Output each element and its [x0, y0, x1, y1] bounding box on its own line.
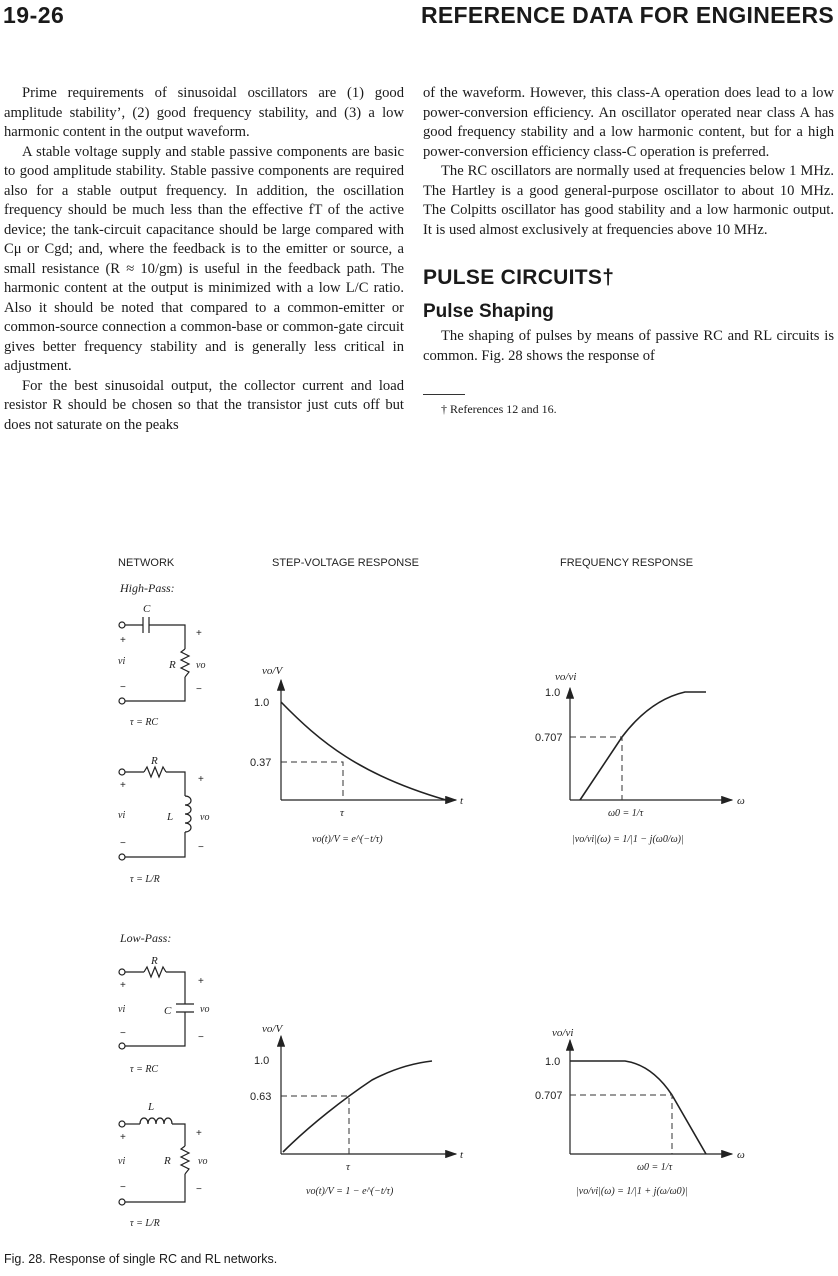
lowpass-rc-network: [119, 967, 194, 1049]
lowpass-step-plot: [250, 1023, 464, 1197]
header-frequency-response: FREQUENCY RESPONSE: [560, 557, 694, 569]
polarity-plus: +: [120, 635, 126, 646]
polarity-minus: −: [120, 838, 126, 849]
component-label: L: [148, 1101, 155, 1113]
component-label: R: [151, 755, 158, 767]
lowpass-rl-network: [119, 1118, 189, 1205]
resistor-symbol: [181, 649, 189, 677]
highpass-rc-wires: [125, 617, 185, 701]
y-tick: 1.0: [254, 1055, 270, 1067]
polarity-minus: −: [120, 1028, 126, 1039]
y-tick: 0.707: [535, 1090, 563, 1102]
terminal: [119, 1121, 125, 1127]
output-label: vo: [196, 660, 206, 671]
y-tick: 1.0: [254, 697, 270, 709]
highpass-label: High-Pass:: [120, 581, 175, 595]
terminal: [119, 769, 125, 775]
page-number: 19-26: [3, 2, 65, 28]
polarity-minus: −: [196, 1184, 202, 1195]
plot-formula: vo(t)/V = 1 − e^(−t/τ): [306, 1186, 394, 1197]
x-tick: τ: [346, 1161, 350, 1173]
polarity-plus: +: [198, 774, 204, 785]
polarity-plus: +: [120, 1132, 126, 1143]
resistor-symbol: [144, 967, 166, 977]
output-label: vo: [198, 1156, 208, 1167]
x-axis-label: ω: [737, 1149, 745, 1161]
header-network: NETWORK: [118, 557, 175, 569]
paragraph: The RC oscillators are normally used at frequencies below 1 MHz. The Hartley is a good general-purpose oscillator to about 10 MHz. The Colpitts oscillator has good stability and a low harmonic output. It is used almost exclusively at frequencies above 10 MHz.: [423, 163, 834, 238]
right-column: [423, 84, 834, 417]
plot-formula: |vo/vi|(ω) = 1/|1 − j(ω0/ω)|: [572, 834, 684, 845]
component-label: R: [164, 1155, 171, 1167]
polarity-plus: +: [120, 780, 126, 791]
y-tick: 1.0: [545, 687, 561, 699]
terminal: [119, 622, 125, 628]
lowpass-freq-plot: [535, 1027, 745, 1197]
terminal: [119, 854, 125, 860]
page-header: [0, 0, 838, 32]
polarity-plus: +: [120, 980, 126, 991]
y-axis-label: vo/V: [262, 665, 283, 677]
plot-formula: vo(t)/V = e^(−t/τ): [312, 834, 383, 845]
figure-caption: Fig. 28. Response of single RC and RL networks.: [4, 1252, 278, 1266]
decay-curve: [281, 702, 446, 800]
output-label: vo: [200, 812, 210, 823]
polarity-plus: +: [198, 976, 204, 987]
lowpass-rc-wires: [125, 972, 194, 1046]
polarity-minus: −: [120, 682, 126, 693]
polarity-minus: −: [198, 842, 204, 853]
inductor-symbol: [185, 796, 191, 832]
highpass-freq-plot: [535, 671, 745, 845]
resistor-symbol: [181, 1146, 189, 1174]
x-tick: ω0 = 1/τ: [637, 1162, 673, 1173]
lowpass-label: Low-Pass:: [120, 931, 172, 945]
rise-curve: [283, 1061, 432, 1152]
terminal: [119, 698, 125, 704]
terminal: [119, 1043, 125, 1049]
time-constant: τ = RC: [130, 717, 159, 728]
footnote: † References 12 and 16.: [441, 402, 557, 416]
x-tick: ω0 = 1/τ: [608, 808, 644, 819]
time-constant: τ = RC: [130, 1064, 159, 1075]
resistor-symbol: [144, 767, 166, 777]
section-title: PULSE CIRCUITS†: [423, 266, 615, 289]
polarity-minus: −: [198, 1032, 204, 1043]
component-label: C: [164, 1005, 172, 1017]
footnote-divider: [423, 394, 465, 395]
time-constant: τ = L/R: [130, 874, 160, 885]
left-column: [4, 84, 404, 435]
input-label: vi: [118, 1004, 126, 1015]
figure-drawing: [0, 550, 838, 1250]
polarity-minus: −: [120, 1182, 126, 1193]
component-label: R: [151, 955, 158, 967]
x-axis-label: t: [460, 795, 464, 807]
x-tick: τ: [340, 807, 344, 819]
reference-dashes: [570, 1095, 672, 1154]
component-label: R: [169, 659, 176, 671]
x-axis-label: ω: [737, 795, 745, 807]
y-tick: 0.37: [250, 757, 272, 769]
input-label: vi: [118, 1156, 126, 1167]
highpass-rl-wires: [125, 772, 185, 857]
y-axis-label: vo/vi: [555, 671, 577, 683]
y-tick: 0.707: [535, 732, 563, 744]
highpass-step-plot: [250, 665, 464, 845]
y-axis-label: vo/V: [262, 1023, 283, 1035]
paragraph: The shaping of pulses by means of passive RC and RL circuits is common. Fig. 28 shows the response of: [423, 328, 834, 364]
response-curve: [580, 692, 706, 800]
response-curve: [570, 1061, 706, 1154]
terminal: [119, 1199, 125, 1205]
polarity-plus: +: [196, 1128, 202, 1139]
reference-dashes: [570, 737, 622, 800]
component-label: L: [167, 811, 174, 823]
y-axis-label: vo/vi: [552, 1027, 574, 1039]
highpass-rc-network: [119, 617, 189, 704]
time-constant: τ = L/R: [130, 1218, 160, 1229]
subsection-title: Pulse Shaping: [423, 300, 554, 322]
figure-28: [0, 550, 838, 1250]
paragraph: For the best sinusoidal output, the collector current and load resistor R should be chosen so that the transistor just cuts off but does not saturate on the peaks: [4, 377, 404, 433]
output-label: vo: [200, 1004, 210, 1015]
terminal: [119, 969, 125, 975]
plot-formula: |vo/vi|(ω) = 1/|1 + j(ω/ω0)|: [576, 1186, 688, 1197]
polarity-plus: +: [196, 628, 202, 639]
lowpass-rl-wires: [125, 1124, 185, 1202]
reference-dashes: [281, 762, 343, 800]
inductor-symbol: [140, 1118, 172, 1124]
y-tick: 0.63: [250, 1091, 272, 1103]
x-axis-label: t: [460, 1149, 464, 1161]
y-tick: 1.0: [545, 1056, 561, 1068]
highpass-rl-network: [119, 767, 191, 860]
paragraph: A stable voltage supply and stable passive components are basic to good amplitude stability. Stable passive components are required also for a stable output frequency. In addition, the oscillation frequency should be much less than the effective fT of the active device; the tank-circuit capacitance should be large compared with Cμ or Cgd; and, where the feedback is to the emitter or source, a small resistance (R ≈ 10/gm) is useful in the feedback path. The harmonic content at the output is minimized with a low L/C ratio. Also it should be noted that compared to a common-emitter or common-source connection a common-base or common-gate circuit gives better frequency stability and is generally less critical in adjustment.: [4, 143, 404, 374]
header-step-response: STEP-VOLTAGE RESPONSE: [272, 557, 419, 569]
reference-dashes: [281, 1096, 349, 1154]
paragraph: of the waveform. However, this class-A operation does lead to a low power-conversion efficiency. An oscillator operated near class A has good frequency stability and a low harmonic content, but for a high power-conversion efficiency class-C operation is preferred.: [423, 85, 834, 160]
component-label: C: [143, 603, 151, 615]
paragraph: Prime requirements of sinusoidal oscillators are (1) good amplitude stability’, (2) good frequency stability, and (3) a low harmonic content in the output waveform.: [4, 85, 404, 140]
input-label: vi: [118, 810, 126, 821]
polarity-minus: −: [196, 684, 202, 695]
running-title: REFERENCE DATA FOR ENGINEERS: [420, 2, 834, 28]
input-label: vi: [118, 656, 126, 667]
